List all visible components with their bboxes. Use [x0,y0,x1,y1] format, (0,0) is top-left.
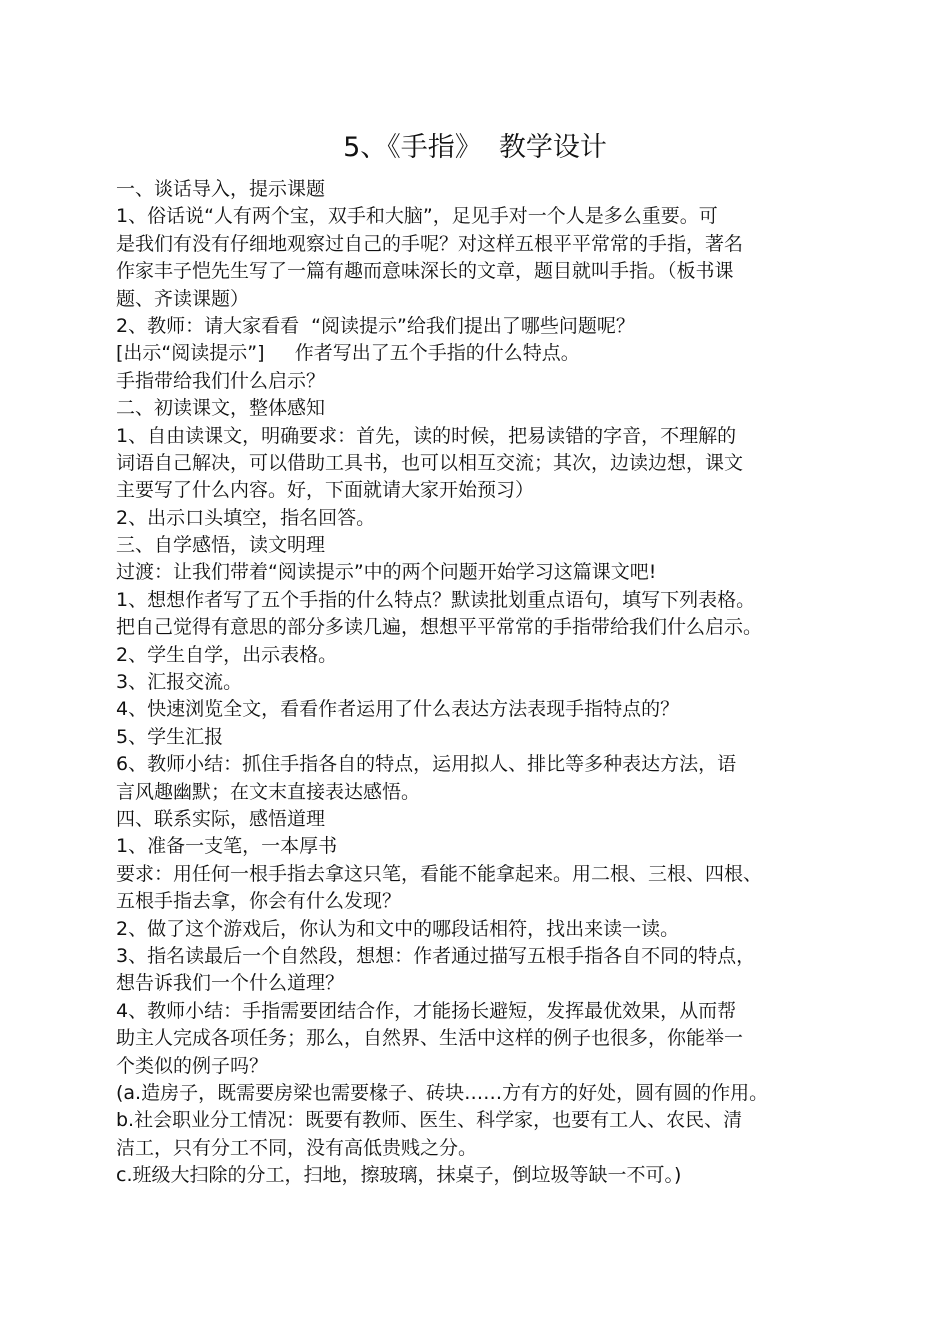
text-line: 把自己觉得有意思的部分多读几遍，想想平平常常的手指带给我们什么启示。 [116,616,763,639]
text-line: 三、自学感悟，读文明理 [116,534,326,557]
text-line: 过渡：让我们带着“阅读提示”中的两个问题开始学习这篇课文吧! [116,561,657,584]
text-line: c.班级大扫除的分工，扫地，擦玻璃，抹桌子，倒垃圾等缺一不可。) [116,1164,682,1187]
text-line: 2、教师：请大家看看 “阅读提示”给我们提出了哪些问题呢？ [116,314,635,337]
text-line: 题、齐读课题） [116,287,250,310]
text-line: 想告诉我们一个什么道理？ [116,972,345,995]
text-line: 2、做了这个游戏后，你认为和文中的哪段话相符，找出来读一读。 [116,917,680,940]
text-line: 2、出示口头填空，指名回答。 [116,506,376,529]
document-body [116,176,856,1189]
text-line: 1、想想作者写了五个手指的什么特点？默读批划重点语句，填写下列表格。 [116,588,756,611]
text-line: (a.造房子，既需要房梁也需要椽子、砖块……方有方的好处，圆有圆的作用。 [116,1081,769,1104]
text-line: 2、学生自学，出示表格。 [116,643,338,666]
text-line: 助主人完成各项任务；那么，自然界、生活中这样的例子也很多，你能举一 [116,1027,744,1050]
text-line: 一、谈话导入，提示课题 [116,178,326,200]
text-line: [出示“阅读提示”] 作者写出了五个手指的什么特点。 [116,342,580,365]
text-line: 手指带给我们什么启示？ [116,369,326,392]
text-line: 1、自由读课文，明确要求：首先，读的时候，把易读错的字音，不理解的 [116,424,737,447]
text-line: 5、学生汇报 [116,725,224,748]
document-title: 5、《手指》 教学设计 [343,132,607,163]
text-line: b.社会职业分工情况：既要有教师、医生、科学家，也要有工人、农民、清 [116,1109,743,1132]
text-line: 1、准备一支笔，一本厚书 [116,835,338,858]
text-line: 四、联系实际，感悟道理 [116,807,326,830]
text-line: 3、指名读最后一个自然段，想想：作者通过描写五根手指各自不同的特点， [116,944,756,967]
text-line: 作家丰子恺先生写了一篇有趣而意味深长的文章，题目就叫手指。（板书课 [116,260,734,283]
text-line: 洁工，只有分工不同，没有高低贵贱之分。 [116,1136,478,1159]
text-line: 要求：用任何一根手指去拿这只笔，看能不能拿起来。用二根、三根、四根、 [116,862,763,885]
text-line: 主要写了什么内容。好，下面就请大家开始预习） [116,479,535,502]
text-line: 3、汇报交流。 [116,671,243,694]
text-line: 词语自己解决，可以借助工具书，也可以相互交流；其次，边读边想，课文 [116,451,744,474]
text-line: 二、初读课文，整体感知 [116,397,326,420]
text-line: 4、教师小结：手指需要团结合作，才能扬长避短，发挥最优效果，从而帮 [116,999,737,1022]
text-line: 五根手指去拿，你会有什么发现？ [116,890,402,913]
text-line: 4、快速浏览全文，看看作者运用了什么表达方法表现手指特点的？ [116,698,680,721]
text-line: 1、俗话说“人有两个宝，双手和大脑”，足见手对一个人是多么重要。可 [116,205,718,228]
text-line: 6、教师小结：抓住手指各自的特点，运用拟人、排比等多种表达方法，语 [116,753,737,776]
text-line: 个类似的例子吗？ [116,1054,269,1077]
text-line: 言风趣幽默；在文末直接表达感悟。 [116,780,421,803]
text-line: 是我们有没有仔细地观察过自己的手呢？对这样五根平平常常的手指，著名 [116,232,744,255]
